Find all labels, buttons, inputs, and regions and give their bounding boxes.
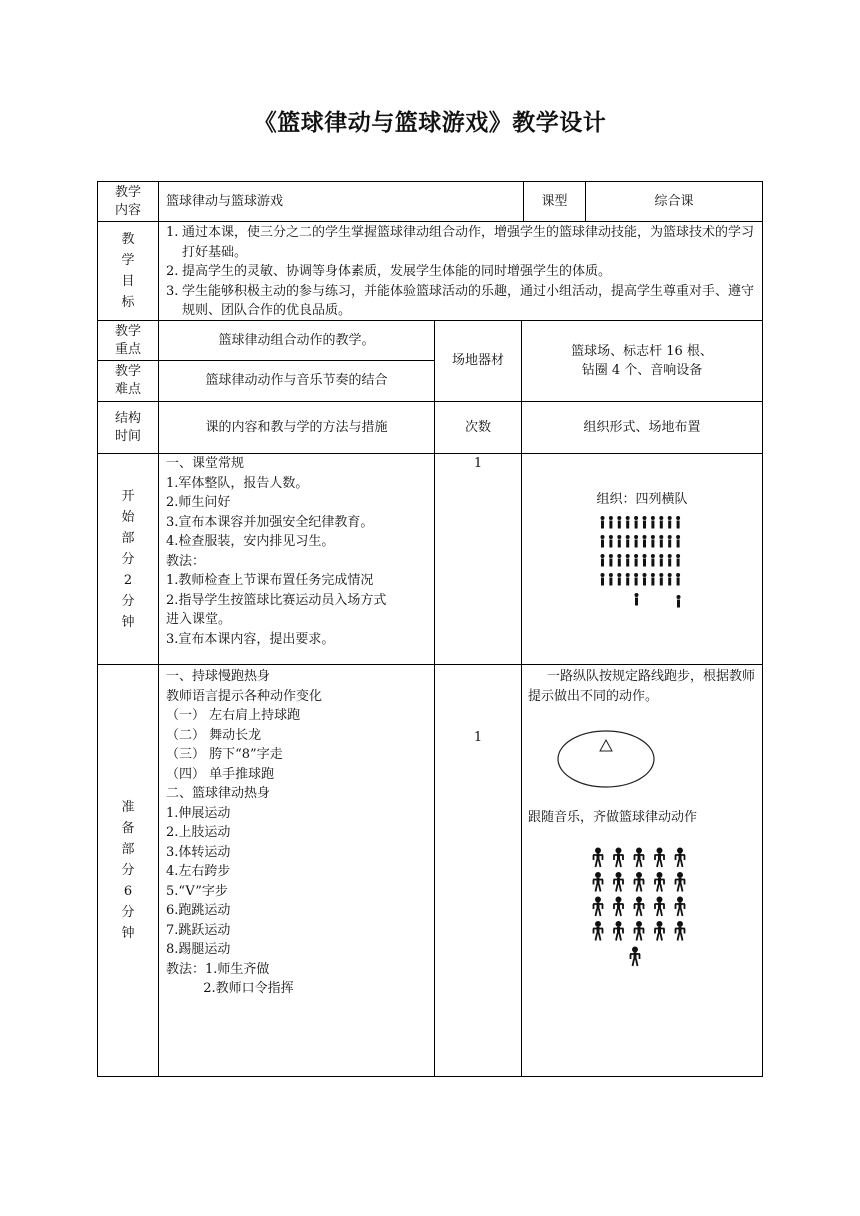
student-figure-icon	[668, 554, 672, 567]
start-section-times: 1	[473, 456, 483, 471]
student-figure-icon	[643, 516, 647, 529]
type-label: 课型	[541, 193, 568, 209]
objective-item: 2. 提高学生的灵敏、协调等身体素质，发展学生体能的同时增强学生的体质。	[166, 264, 612, 279]
student-figure-icon	[634, 848, 644, 867]
student-figure-icon	[634, 922, 644, 941]
student-figure-icon	[635, 593, 639, 606]
student-figure-icon	[655, 897, 665, 916]
student-figure-icon	[676, 516, 680, 529]
teacher-triangle-icon	[600, 740, 612, 751]
organization-header: 组织形式、场地布置	[583, 419, 701, 435]
running-route-diagram	[556, 729, 658, 789]
student-figure-icon	[609, 554, 613, 567]
difficulty-label: 教学 难点	[114, 364, 141, 397]
student-figure-icon	[668, 516, 672, 529]
student-figure-icon	[634, 535, 638, 548]
student-figure-icon	[634, 897, 644, 916]
content-label: 教学 内容	[114, 184, 141, 218]
four-row-formation-diagram	[598, 514, 690, 610]
student-figure-icon	[617, 535, 621, 548]
prep-org-text-1: 一路纵队按规定路线跑步，根据教师提示做出不同的动作。	[528, 669, 756, 704]
student-figure-icon	[601, 573, 605, 586]
objectives-list	[166, 222, 757, 320]
objective-item: 3. 学生能够积极主动的参与练习，并能体验篮球活动的乐趣，通过小组活动，提高学生尊重对手、遵守规则、团队合作的优良品质。	[166, 283, 755, 318]
student-figure-icon	[634, 516, 638, 529]
student-figure-icon	[677, 595, 681, 608]
student-figure-icon	[626, 573, 630, 586]
student-figure-icon	[593, 897, 603, 916]
page-title: 《篮球律动与篮球游戏》教学设计	[253, 110, 607, 136]
student-figure-icon	[676, 554, 680, 567]
student-figure-icon	[601, 516, 605, 529]
student-figure-icon	[634, 873, 644, 892]
student-figure-icon	[630, 947, 640, 966]
rhythm-formation-diagram	[590, 846, 694, 970]
start-section-label: 开 始 部 分 2 分 钟	[121, 488, 135, 630]
student-figure-icon	[655, 922, 665, 941]
student-figure-icon	[676, 573, 680, 586]
student-figure-icon	[659, 573, 663, 586]
student-figure-icon	[626, 535, 630, 548]
student-figure-icon	[675, 873, 685, 892]
student-figure-icon	[651, 573, 655, 586]
student-figure-icon	[675, 922, 685, 941]
key-point-label: 教学 重点	[114, 323, 141, 357]
student-figure-icon	[655, 848, 665, 867]
student-figure-icon	[614, 873, 624, 892]
prep-section-content: 一、持球慢跑热身 教师语言提示各种动作变化 （一） 左右肩上持球跑 （二） 舞动长龙 （三） 胯下“8”字走 （四） 单手推球跑 二、篮球律动热身 1.伸展运动 2.上肢运动 3.体转运动 4.左右跨步 5.“V”字步 6.跑跳运动 7.跳跃运动 8.踢腿运动 教法：1.师生齐做 2.教师口令指挥	[166, 669, 323, 996]
key-point-value: 篮球律动组合动作的教学。	[218, 332, 375, 348]
student-figure-icon	[651, 535, 655, 548]
start-org-caption: 组织：四列横队	[596, 492, 688, 507]
student-figure-icon	[593, 873, 603, 892]
student-figure-icon	[626, 554, 630, 567]
prep-org-text-2: 跟随音乐，齐做篮球律动动作	[528, 810, 698, 825]
student-figure-icon	[634, 573, 638, 586]
objectives-label: 教 学 目 标	[121, 232, 135, 310]
student-figure-icon	[601, 554, 605, 567]
prep-section-times: 1	[473, 730, 483, 745]
equipment-value: 篮球场、标志杆 16 根、 钻圈 4 个、音响设备	[571, 343, 713, 378]
student-figure-icon	[651, 516, 655, 529]
student-figure-icon	[634, 554, 638, 567]
student-figure-icon	[617, 554, 621, 567]
student-figure-icon	[655, 873, 665, 892]
type-value: 综合课	[654, 193, 694, 209]
times-header: 次数	[464, 419, 491, 435]
student-figure-icon	[609, 535, 613, 548]
student-figure-icon	[601, 535, 605, 548]
student-figure-icon	[659, 554, 663, 567]
student-figure-icon	[614, 897, 624, 916]
prep-section-label: 准 备 部 分 6 分 钟	[121, 800, 135, 941]
student-figure-icon	[643, 535, 647, 548]
student-figure-icon	[675, 897, 685, 916]
equipment-label: 场地器材	[451, 353, 504, 369]
student-figure-icon	[626, 516, 630, 529]
content-methods-header: 课的内容和教与学的方法与措施	[205, 419, 388, 435]
student-figure-icon	[668, 573, 672, 586]
student-figure-icon	[643, 573, 647, 586]
student-figure-icon	[676, 535, 680, 548]
student-figure-icon	[659, 516, 663, 529]
student-figure-icon	[659, 535, 663, 548]
start-section-content: 一、课堂常规 1.军体整队，报告人数。 2.师生问好 3.宣布本课容并加强安全纪律教育。 4.检查服装，安内排见习生。 教法： 1.教师检查上节课布置任务完成情况 2.指导学生按篮球比赛运动员入场方式 进入课堂。 3.宣布本课内容，提出要求。	[166, 456, 387, 647]
student-figure-icon	[593, 922, 603, 941]
difficulty-value: 篮球律动动作与音乐节奏的结合	[205, 373, 388, 389]
content-value: 篮球律动与篮球游戏	[166, 194, 284, 209]
student-figure-icon	[593, 848, 603, 867]
objective-item: 1. 通过本课，使三分之二的学生掌握篮球律动组合动作，增强学生的篮球律动技能，为篮球技术的学习打好基础。	[166, 225, 755, 260]
student-figure-icon	[675, 848, 685, 867]
student-figure-icon	[614, 922, 624, 941]
student-figure-icon	[617, 573, 621, 586]
student-figure-icon	[614, 848, 624, 867]
student-figure-icon	[609, 573, 613, 586]
student-figure-icon	[668, 535, 672, 548]
structure-time-header: 结构 时间	[114, 410, 141, 444]
student-figure-icon	[609, 516, 613, 529]
student-figure-icon	[651, 554, 655, 567]
student-figure-icon	[617, 516, 621, 529]
student-figure-icon	[643, 554, 647, 567]
